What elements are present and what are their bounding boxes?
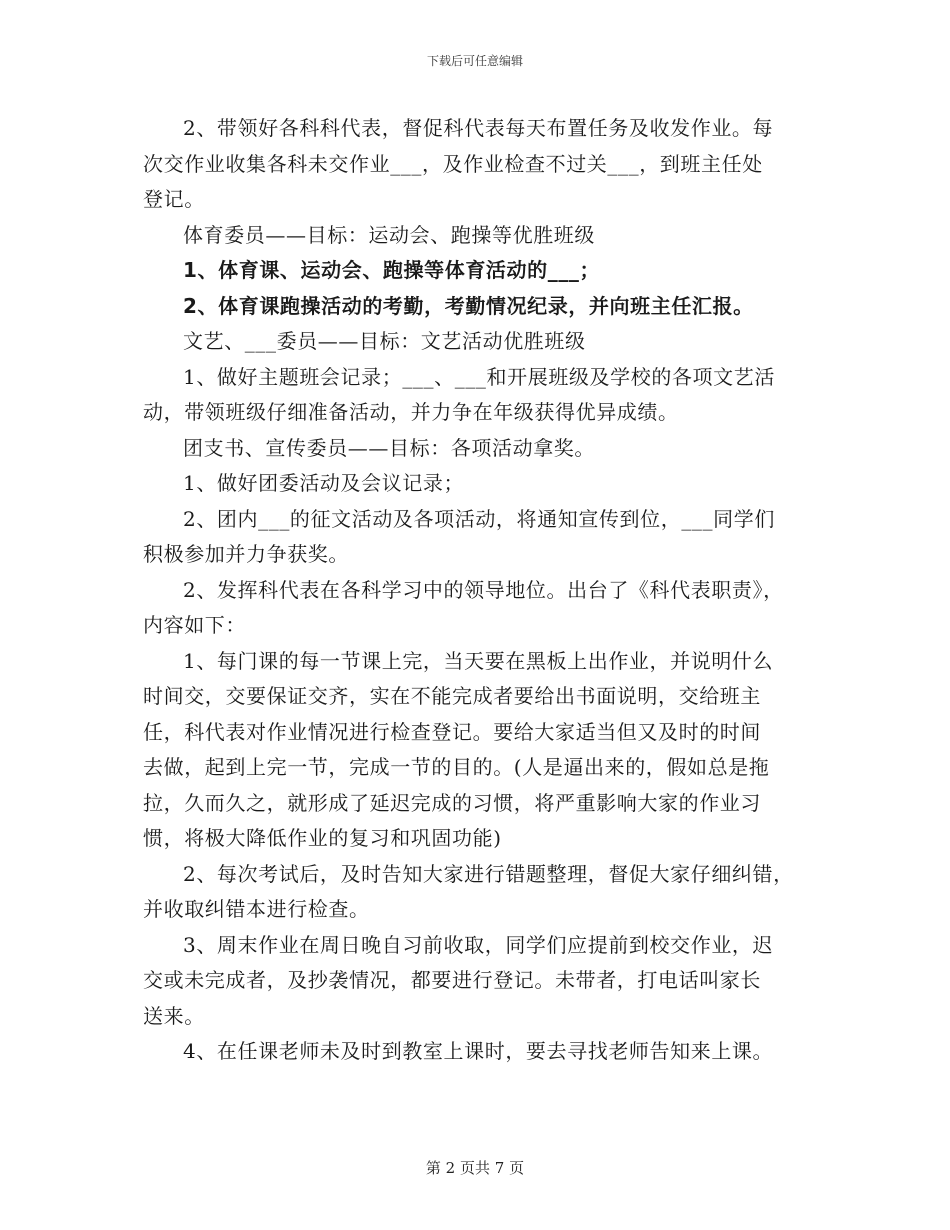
paragraph-line: 次交作业收集各科未交作业___，及作业检查不过关___，到班主任处 xyxy=(143,151,763,176)
paragraph-line: 文艺、___委员——目标：文艺活动优胜班级 xyxy=(183,329,586,353)
paragraph-line: 体育委员——目标：运动会、跑操等优胜班级 xyxy=(183,222,595,247)
paragraph-line: 2、每次考试后，及时告知大家进行错题整理，督促大家仔细纠错， xyxy=(183,861,794,886)
paragraph-line: 积极参加并力争获奖。 xyxy=(143,542,349,566)
paragraph-line: 2、带领好各科科代表，督促科代表每天布置任务及收发作业。每 xyxy=(183,116,774,140)
page-footer: 第 2 页共 7 页 xyxy=(425,1159,525,1177)
paragraph-line: 2、团内___的征文活动及各项活动，将通知宣传到位，___同学们 xyxy=(183,506,775,531)
paragraph-line: 任，科代表对作业情况进行检查登记。要给大家适当但又及时的时间 xyxy=(143,719,761,744)
paragraph-line: 2、体育课跑操活动的考勤，考勤情况纪录，并向班主任汇报。 xyxy=(183,293,754,318)
paragraph-line: 1、做好主题班会记录；___、___和开展班级及学校的各项文艺活 xyxy=(183,364,775,389)
paragraph-line: 交或未完成者，及抄袭情况，都要进行登记。未带者，打电话叫家长 xyxy=(143,968,761,992)
paragraph-line: 惯，将极大降低作业的复习和巩固功能) xyxy=(143,826,502,850)
paragraph-line: 团支书、宣传委员——目标：各项活动拿奖。 xyxy=(183,435,595,460)
paragraph-line: 送来。 xyxy=(143,1003,205,1028)
paragraph-line: 去做，起到上完一节，完成一节的目的。(人是逼出来的，假如总是拖 xyxy=(143,755,770,779)
paragraph-line: 3、周末作业在周日晚自习前收取，同学们应提前到校交作业，迟 xyxy=(183,932,774,957)
paragraph-line: 4、在任课老师未及时到教室上课时，要去寻找老师告知来上课。 xyxy=(183,1039,774,1063)
paragraph-line: 拉，久而久之，就形成了延迟完成的习惯，将严重影响大家的作业习 xyxy=(143,790,761,815)
page-header: 下载后可任意编辑 xyxy=(426,54,523,68)
paragraph-line: 登记。 xyxy=(143,187,205,211)
document-body xyxy=(143,111,807,1070)
paragraph-line: 内容如下： xyxy=(143,613,246,637)
paragraph-line: 1、每门课的每一节课上完，当天要在黑板上出作业，并说明什么 xyxy=(183,648,774,673)
paragraph-line: 并收取纠错本进行检查。 xyxy=(143,897,370,921)
paragraph-line: 时间交，交要保证交齐，实在不能完成者要给出书面说明，交给班主 xyxy=(143,684,761,708)
paragraph-line: 1、做好团委活动及会议记录； xyxy=(183,471,465,495)
paragraph-line: 动，带领班级仔细准备活动，并力争在年级获得优异成绩。 xyxy=(143,400,679,424)
paragraph-line: 1、体育课、运动会、跑操等体育活动的___； xyxy=(183,258,601,282)
paragraph-line: 2、发挥科代表在各科学习中的领导地位。出台了《科代表职责》， xyxy=(183,577,784,602)
